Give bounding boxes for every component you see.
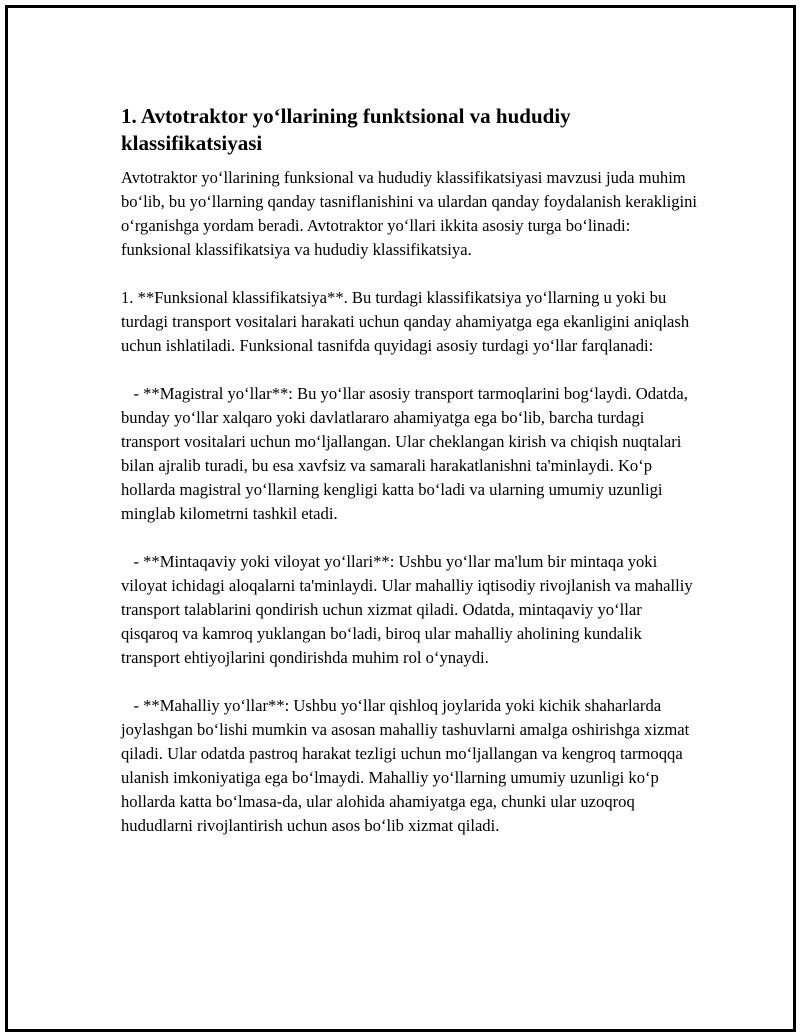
intro-paragraph: Avtotraktor yo‘llarining funksional va hududiy klassifikatsiyasi mavzusi juda muhim bo‘lib, bu yo‘llarning qanday tasniflanishini va ulardan qanday foydalanish kerakligini o‘rganishga yordam beradi. Avtotraktor yo‘llari ikkita asosiy turga bo‘linadi: funksional klassifikatsiya va hududiy klassifikatsiya. <box>121 168 702 259</box>
local-roads-paragraph: - **Mahalliy yo‘llar**: Ushbu yo‘llar qishloq joylarida yoki kichik shaharlarda joylashgan bo‘lishi mumkin va asosan mahalliy tashuvlarni amalga oshirishga xizmat qiladi. Ular odatda pastroq harakat tezligi uchun mo‘ljallangan va kengroq tarmoqqa ulanish imkoniyatiga ega bo‘lmaydi. Mahalliy yo‘llarning umumiy uzunligi ko‘p hollarda katta bo‘lmasa-da, ular alohida ahamiyatga ega, chunki ular uzoqroq hududlarni rivojlantirish uchun asos bo‘lib xizmat qiladi. <box>121 696 694 835</box>
page-title: 1. Avtotraktor yo‘llarining funktsional va hududiy klassifikatsiyasi <box>121 104 571 155</box>
page-frame <box>5 5 796 1032</box>
document-body <box>121 103 701 838</box>
regional-roads-paragraph: - **Mintaqaviy yoki viloyat yo‘llari**: Ushbu yo‘llar ma'lum bir mintaqa yoki viloyat ichidagi aloqalarni ta'minlaydi. Ular mahalliy iqtisodiy rivojlanish va mahalliy transport talablarini qondirish uchun xizmat qiladi. Odatda, mintaqaviy yo‘llar qisqaroq va kamroq yuklangan bo‘ladi, biroq ular mahalliy aholining kundalik transport ehtiyojlarini qondirishda muhim rol o‘ynaydi. <box>121 552 697 667</box>
functional-classification-paragraph: 1. **Funksional klassifikatsiya**. Bu turdagi klassifikatsiya yo‘llarning u yoki bu turdagi transport vositalari harakati uchun qanday ahamiyatga ega ekanligini aniqlash uchun ishlatiladi. Funksional tasnifda quyidagi asosiy turdagi yo‘llar farqlanadi: <box>121 288 694 355</box>
trunk-roads-paragraph: - **Magistral yo‘llar**: Bu yo‘llar asosiy transport tarmoqlarini bog‘laydi. Odatda, bunday yo‘llar xalqaro yoki davlatlararo ahamiyatga ega bo‘lib, barcha turdagi transport vositalari uchun mo‘ljallangan. Ular cheklangan kirish va chiqish nuqtalari bilan ajralib turadi, bu esa xavfsiz va samarali harakatlanishni ta'minlaydi. Ko‘p hollarda magistral yo‘llarning kengligi katta bo‘ladi va ularning umumiy uzunligi minglab kilometrni tashkil etadi. <box>121 384 692 523</box>
